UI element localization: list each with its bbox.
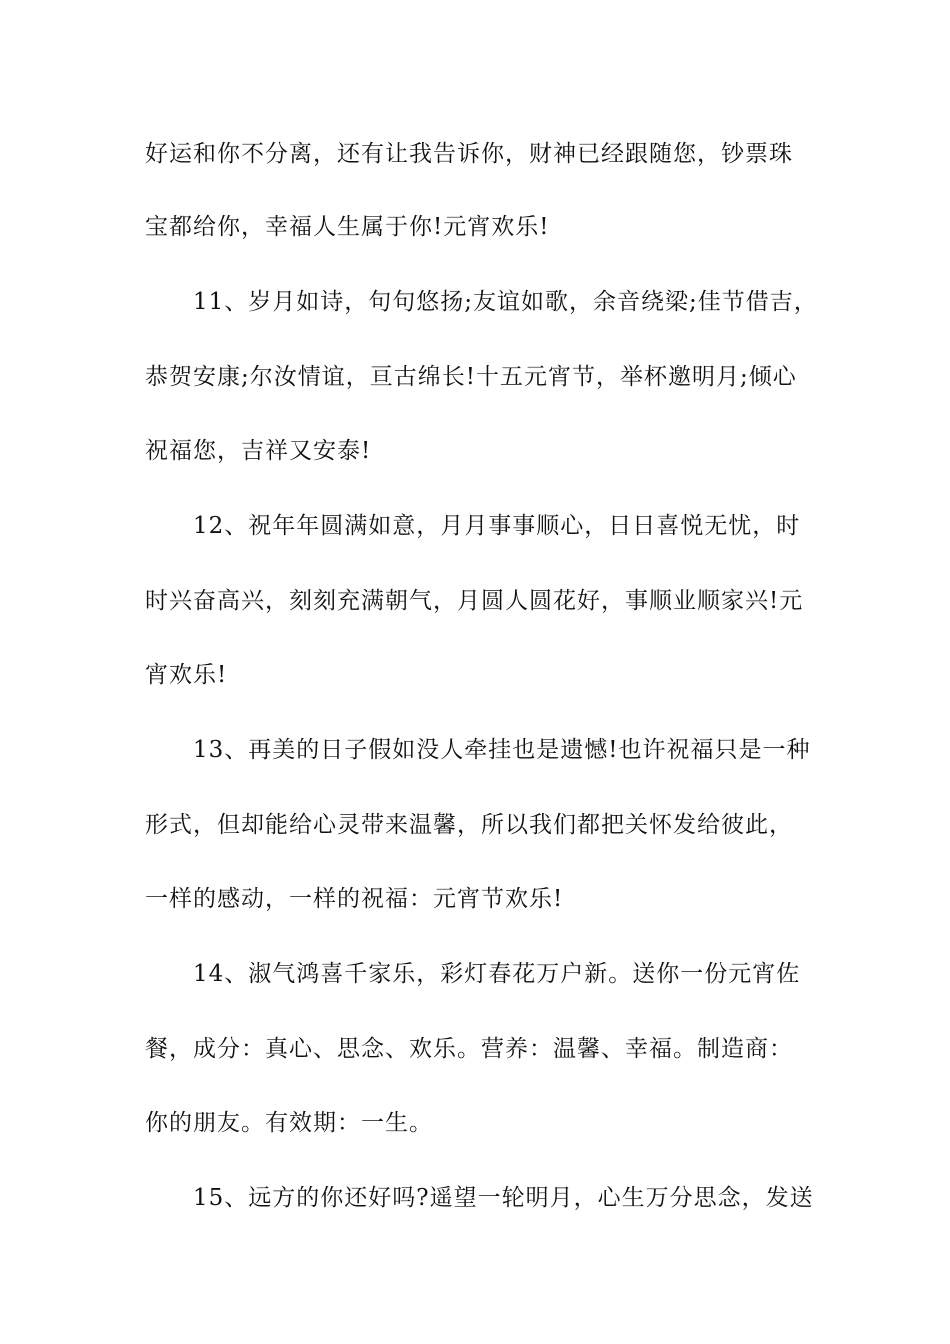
- text-line: 祝福您，吉祥又安泰!: [145, 438, 372, 464]
- paragraph-11-start: 11、岁月如诗，句句悠扬;友谊如歌，余音绕梁;佳节借吉，: [193, 289, 818, 315]
- paragraph-14-start: 14、淑气鸿喜千家乐，彩灯春花万户新。送你一份元宵佐: [193, 961, 801, 987]
- text-line: 好运和你不分离，还有让我告诉你，财神已经跟随您，钞票珠: [145, 141, 793, 167]
- text-line: 一样的感动，一样的祝福：元宵节欢乐!: [145, 886, 564, 912]
- text-line: 宝都给你，幸福人生属于你!元宵欢乐!: [145, 214, 550, 240]
- paragraph-15-start: 15、远方的你还好吗?遥望一轮明月，心生万分思念，发送: [193, 1185, 814, 1211]
- text-line: 时兴奋高兴，刻刻充满朝气，月圆人圆花好，事顺业顺家兴!元: [145, 588, 804, 614]
- text-line: 你的朋友。有效期：一生。: [145, 1110, 433, 1136]
- paragraph-13-start: 13、再美的日子假如没人牵挂也是遗憾!也许祝福只是一种: [193, 737, 811, 763]
- text-line: 恭贺安康;尔汝情谊，亘古绵长!十五元宵节，举杯邀明月;倾心: [145, 364, 797, 390]
- text-line: 餐，成分：真心、思念、欢乐。营养：温馨、幸福。制造商：: [145, 1036, 793, 1062]
- text-line: 宵欢乐!: [145, 662, 228, 688]
- text-line: 形式，但却能给心灵带来温馨，所以我们都把关怀发给彼此，: [145, 812, 793, 838]
- paragraph-12-start: 12、祝年年圆满如意，月月事事顺心，日日喜悦无忧，时: [193, 513, 801, 539]
